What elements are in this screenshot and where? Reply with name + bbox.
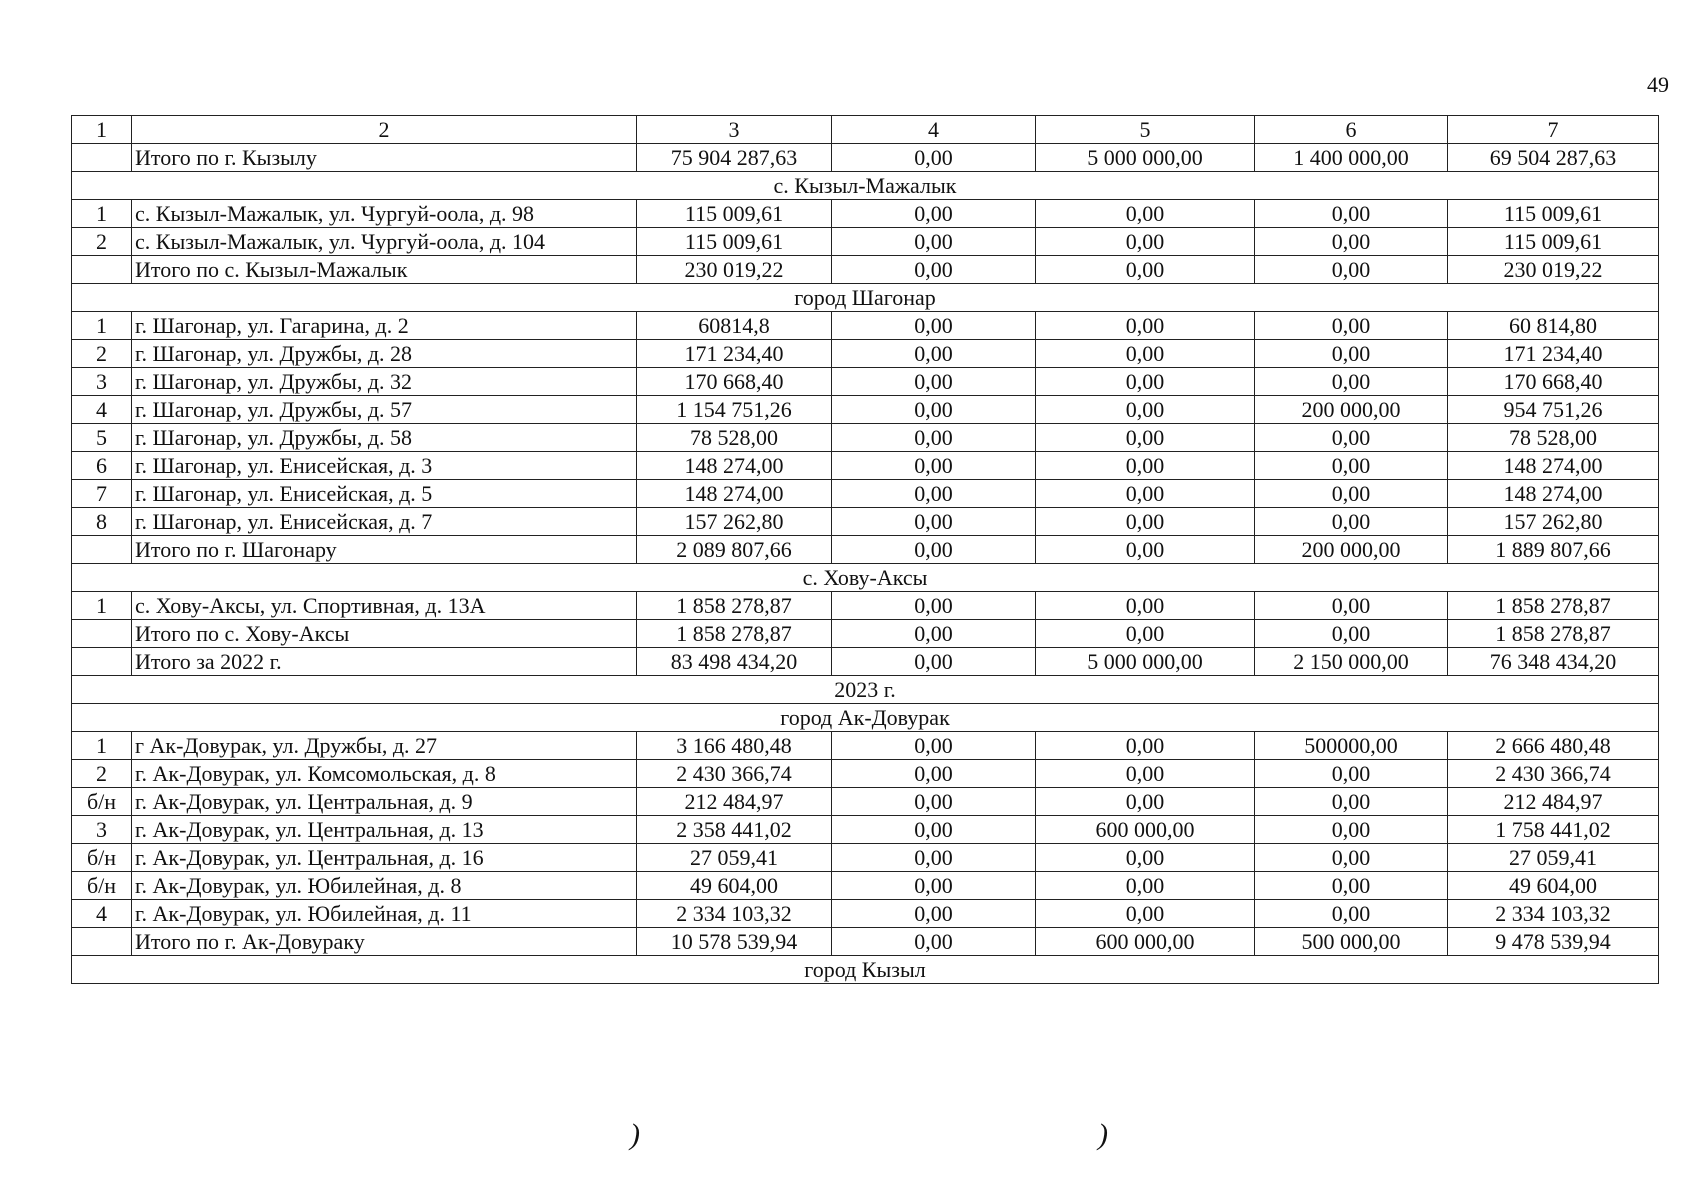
section-title: город Кызыл [72, 956, 1659, 984]
col6-cell: 0,00 [1255, 200, 1448, 228]
col5-cell: 0,00 [1036, 900, 1255, 928]
row-number-cell: 1 [72, 592, 132, 620]
address-cell: г. Шагонар, ул. Енисейская, д. 3 [132, 452, 637, 480]
col7-cell: 1 889 807,66 [1448, 536, 1659, 564]
col4-cell: 0,00 [832, 396, 1036, 424]
table-row [72, 872, 1659, 900]
handwritten-mark: ) [630, 1118, 640, 1151]
total-cost-cell: 171 234,40 [637, 340, 832, 368]
header-cell: 6 [1255, 116, 1448, 144]
col6-cell: 0,00 [1255, 816, 1448, 844]
table-row [72, 732, 1659, 760]
col4-cell: 0,00 [832, 424, 1036, 452]
col6-cell: 0,00 [1255, 340, 1448, 368]
col6-cell: 200 000,00 [1255, 396, 1448, 424]
total-cost-cell: 10 578 539,94 [637, 928, 832, 956]
section-title: город Ак-Довурак [72, 704, 1659, 732]
section-row [72, 676, 1659, 704]
col5-cell: 0,00 [1036, 508, 1255, 536]
col4-cell: 0,00 [832, 620, 1036, 648]
total-cost-cell: 157 262,80 [637, 508, 832, 536]
col7-cell: 1 858 278,87 [1448, 620, 1659, 648]
address-cell: г Ак-Довурак, ул. Дружбы, д. 27 [132, 732, 637, 760]
col6-cell: 0,00 [1255, 368, 1448, 396]
col6-cell: 0,00 [1255, 312, 1448, 340]
address-cell: г. Шагонар, ул. Дружбы, д. 32 [132, 368, 637, 396]
address-cell: Итого по с. Кызыл-Мажалык [132, 256, 637, 284]
address-cell: г. Ак-Довурак, ул. Центральная, д. 16 [132, 844, 637, 872]
col5-cell: 0,00 [1036, 340, 1255, 368]
col5-cell: 0,00 [1036, 732, 1255, 760]
col7-cell: 212 484,97 [1448, 788, 1659, 816]
col4-cell: 0,00 [832, 228, 1036, 256]
row-number-cell: 1 [72, 200, 132, 228]
col7-cell: 69 504 287,63 [1448, 144, 1659, 172]
col7-cell: 9 478 539,94 [1448, 928, 1659, 956]
table-row [72, 368, 1659, 396]
address-cell: г. Шагонар, ул. Дружбы, д. 28 [132, 340, 637, 368]
section-row [72, 704, 1659, 732]
total-cost-cell: 1 858 278,87 [637, 620, 832, 648]
total-cost-cell: 170 668,40 [637, 368, 832, 396]
col6-cell: 0,00 [1255, 228, 1448, 256]
address-cell: г. Ак-Довурак, ул. Центральная, д. 9 [132, 788, 637, 816]
row-number-cell: 1 [72, 732, 132, 760]
row-number-cell: 3 [72, 816, 132, 844]
row-number-cell: 5 [72, 424, 132, 452]
table-row [72, 816, 1659, 844]
col4-cell: 0,00 [832, 536, 1036, 564]
col5-cell: 0,00 [1036, 396, 1255, 424]
col6-cell: 200 000,00 [1255, 536, 1448, 564]
total-cost-cell: 115 009,61 [637, 228, 832, 256]
total-cost-cell: 2 334 103,32 [637, 900, 832, 928]
row-number-cell: б/н [72, 872, 132, 900]
total-cost-cell: 115 009,61 [637, 200, 832, 228]
col5-cell: 600 000,00 [1036, 816, 1255, 844]
total-cost-cell: 1 154 751,26 [637, 396, 832, 424]
col6-cell: 0,00 [1255, 872, 1448, 900]
col6-cell: 0,00 [1255, 900, 1448, 928]
col5-cell: 0,00 [1036, 480, 1255, 508]
section-title: с. Кызыл-Мажалык [72, 172, 1659, 200]
header-cell: 1 [72, 116, 132, 144]
handwritten-mark: ) [1098, 1118, 1108, 1151]
table-body [72, 116, 1659, 984]
col4-cell: 0,00 [832, 928, 1036, 956]
total-cost-cell: 2 358 441,02 [637, 816, 832, 844]
col7-cell: 230 019,22 [1448, 256, 1659, 284]
table-row [72, 396, 1659, 424]
col6-cell: 0,00 [1255, 760, 1448, 788]
row-number-cell: 7 [72, 480, 132, 508]
col6-cell: 0,00 [1255, 788, 1448, 816]
table-row [72, 256, 1659, 284]
col5-cell: 0,00 [1036, 844, 1255, 872]
address-cell: г. Ак-Довурак, ул. Юбилейная, д. 11 [132, 900, 637, 928]
table-row [72, 620, 1659, 648]
col5-cell: 0,00 [1036, 620, 1255, 648]
col5-cell: 5 000 000,00 [1036, 648, 1255, 676]
col4-cell: 0,00 [832, 256, 1036, 284]
col4-cell: 0,00 [832, 312, 1036, 340]
row-number-cell: 4 [72, 900, 132, 928]
row-number-cell: 4 [72, 396, 132, 424]
row-number-cell: 6 [72, 452, 132, 480]
col4-cell: 0,00 [832, 788, 1036, 816]
col5-cell: 0,00 [1036, 760, 1255, 788]
col7-cell: 115 009,61 [1448, 228, 1659, 256]
total-cost-cell: 27 059,41 [637, 844, 832, 872]
row-number-cell: б/н [72, 844, 132, 872]
col4-cell: 0,00 [832, 592, 1036, 620]
address-cell: Итого по г. Ак-Довураку [132, 928, 637, 956]
col7-cell: 148 274,00 [1448, 480, 1659, 508]
row-number-cell: 2 [72, 228, 132, 256]
col6-cell: 500000,00 [1255, 732, 1448, 760]
header-cell: 7 [1448, 116, 1659, 144]
table-row [72, 592, 1659, 620]
col6-cell: 500 000,00 [1255, 928, 1448, 956]
section-row [72, 172, 1659, 200]
table-row [72, 452, 1659, 480]
address-cell: Итого по с. Хову-Аксы [132, 620, 637, 648]
row-number-cell: 2 [72, 760, 132, 788]
address-cell: с. Хову-Аксы, ул. Спортивная, д. 13А [132, 592, 637, 620]
col6-cell: 2 150 000,00 [1255, 648, 1448, 676]
col4-cell: 0,00 [832, 760, 1036, 788]
row-number-cell [72, 928, 132, 956]
total-cost-cell: 2 430 366,74 [637, 760, 832, 788]
row-number-cell [72, 256, 132, 284]
table-row [72, 424, 1659, 452]
table-row [72, 900, 1659, 928]
table-row [72, 200, 1659, 228]
col7-cell: 115 009,61 [1448, 200, 1659, 228]
address-cell: г. Ак-Довурак, ул. Центральная, д. 13 [132, 816, 637, 844]
address-cell: с. Кызыл-Мажалык, ул. Чургуй-оола, д. 98 [132, 200, 637, 228]
address-cell: г. Шагонар, ул. Дружбы, д. 57 [132, 396, 637, 424]
table-row [72, 228, 1659, 256]
total-cost-cell: 60814,8 [637, 312, 832, 340]
section-row [72, 284, 1659, 312]
col7-cell: 954 751,26 [1448, 396, 1659, 424]
col7-cell: 2 430 366,74 [1448, 760, 1659, 788]
total-cost-cell: 75 904 287,63 [637, 144, 832, 172]
section-title: 2023 г. [72, 676, 1659, 704]
col5-cell: 0,00 [1036, 452, 1255, 480]
col5-cell: 0,00 [1036, 312, 1255, 340]
col5-cell: 0,00 [1036, 200, 1255, 228]
col6-cell: 0,00 [1255, 620, 1448, 648]
row-number-cell [72, 620, 132, 648]
header-cell: 3 [637, 116, 832, 144]
total-cost-cell: 148 274,00 [637, 480, 832, 508]
col5-cell: 0,00 [1036, 872, 1255, 900]
table-row [72, 844, 1659, 872]
col5-cell: 600 000,00 [1036, 928, 1255, 956]
col7-cell: 78 528,00 [1448, 424, 1659, 452]
col7-cell: 171 234,40 [1448, 340, 1659, 368]
address-cell: г. Шагонар, ул. Дружбы, д. 58 [132, 424, 637, 452]
col4-cell: 0,00 [832, 452, 1036, 480]
section-title: город Шагонар [72, 284, 1659, 312]
total-cost-cell: 230 019,22 [637, 256, 832, 284]
col4-cell: 0,00 [832, 368, 1036, 396]
col4-cell: 0,00 [832, 816, 1036, 844]
repair-funding-table [71, 115, 1659, 984]
col5-cell: 0,00 [1036, 592, 1255, 620]
address-cell: г. Ак-Довурак, ул. Комсомольская, д. 8 [132, 760, 637, 788]
col7-cell: 49 604,00 [1448, 872, 1659, 900]
col6-cell: 0,00 [1255, 424, 1448, 452]
table-row [72, 648, 1659, 676]
col7-cell: 27 059,41 [1448, 844, 1659, 872]
address-cell: Итого по г. Кызылу [132, 144, 637, 172]
col7-cell: 170 668,40 [1448, 368, 1659, 396]
col7-cell: 76 348 434,20 [1448, 648, 1659, 676]
col5-cell: 5 000 000,00 [1036, 144, 1255, 172]
table-row [72, 928, 1659, 956]
col5-cell: 0,00 [1036, 788, 1255, 816]
total-cost-cell: 2 089 807,66 [637, 536, 832, 564]
row-number-cell [72, 536, 132, 564]
col4-cell: 0,00 [832, 648, 1036, 676]
col7-cell: 1 758 441,02 [1448, 816, 1659, 844]
col5-cell: 0,00 [1036, 368, 1255, 396]
table-header-row [72, 116, 1659, 144]
col5-cell: 0,00 [1036, 228, 1255, 256]
header-cell: 2 [132, 116, 637, 144]
total-cost-cell: 3 166 480,48 [637, 732, 832, 760]
row-number-cell [72, 144, 132, 172]
col4-cell: 0,00 [832, 200, 1036, 228]
col5-cell: 0,00 [1036, 424, 1255, 452]
col5-cell: 0,00 [1036, 256, 1255, 284]
address-cell: г. Ак-Довурак, ул. Юбилейная, д. 8 [132, 872, 637, 900]
col4-cell: 0,00 [832, 480, 1036, 508]
address-cell: г. Шагонар, ул. Енисейская, д. 7 [132, 508, 637, 536]
col6-cell: 0,00 [1255, 844, 1448, 872]
header-cell: 4 [832, 116, 1036, 144]
address-cell: Итого за 2022 г. [132, 648, 637, 676]
section-title: с. Хову-Аксы [72, 564, 1659, 592]
col6-cell: 0,00 [1255, 480, 1448, 508]
page-number: 49 [1647, 72, 1669, 97]
table-row [72, 760, 1659, 788]
col4-cell: 0,00 [832, 900, 1036, 928]
table-row [72, 536, 1659, 564]
col4-cell: 0,00 [832, 732, 1036, 760]
col6-cell: 1 400 000,00 [1255, 144, 1448, 172]
col7-cell: 2 666 480,48 [1448, 732, 1659, 760]
col7-cell: 1 858 278,87 [1448, 592, 1659, 620]
col7-cell: 148 274,00 [1448, 452, 1659, 480]
col6-cell: 0,00 [1255, 592, 1448, 620]
col6-cell: 0,00 [1255, 256, 1448, 284]
header-cell: 5 [1036, 116, 1255, 144]
table-row [72, 144, 1659, 172]
row-number-cell [72, 648, 132, 676]
table-row [72, 480, 1659, 508]
col4-cell: 0,00 [832, 872, 1036, 900]
col6-cell: 0,00 [1255, 508, 1448, 536]
table-row [72, 312, 1659, 340]
col5-cell: 0,00 [1036, 536, 1255, 564]
row-number-cell: б/н [72, 788, 132, 816]
table-row [72, 340, 1659, 368]
col4-cell: 0,00 [832, 508, 1036, 536]
table-row [72, 788, 1659, 816]
col4-cell: 0,00 [832, 844, 1036, 872]
total-cost-cell: 49 604,00 [637, 872, 832, 900]
col7-cell: 157 262,80 [1448, 508, 1659, 536]
row-number-cell: 8 [72, 508, 132, 536]
col4-cell: 0,00 [832, 340, 1036, 368]
address-cell: г. Шагонар, ул. Енисейская, д. 5 [132, 480, 637, 508]
table-row [72, 508, 1659, 536]
total-cost-cell: 83 498 434,20 [637, 648, 832, 676]
total-cost-cell: 1 858 278,87 [637, 592, 832, 620]
address-cell: Итого по г. Шагонару [132, 536, 637, 564]
total-cost-cell: 148 274,00 [637, 452, 832, 480]
section-row [72, 564, 1659, 592]
col7-cell: 2 334 103,32 [1448, 900, 1659, 928]
row-number-cell: 2 [72, 340, 132, 368]
row-number-cell: 3 [72, 368, 132, 396]
total-cost-cell: 78 528,00 [637, 424, 832, 452]
col7-cell: 60 814,80 [1448, 312, 1659, 340]
total-cost-cell: 212 484,97 [637, 788, 832, 816]
address-cell: с. Кызыл-Мажалык, ул. Чургуй-оола, д. 104 [132, 228, 637, 256]
col6-cell: 0,00 [1255, 452, 1448, 480]
col4-cell: 0,00 [832, 144, 1036, 172]
row-number-cell: 1 [72, 312, 132, 340]
address-cell: г. Шагонар, ул. Гагарина, д. 2 [132, 312, 637, 340]
section-row [72, 956, 1659, 984]
